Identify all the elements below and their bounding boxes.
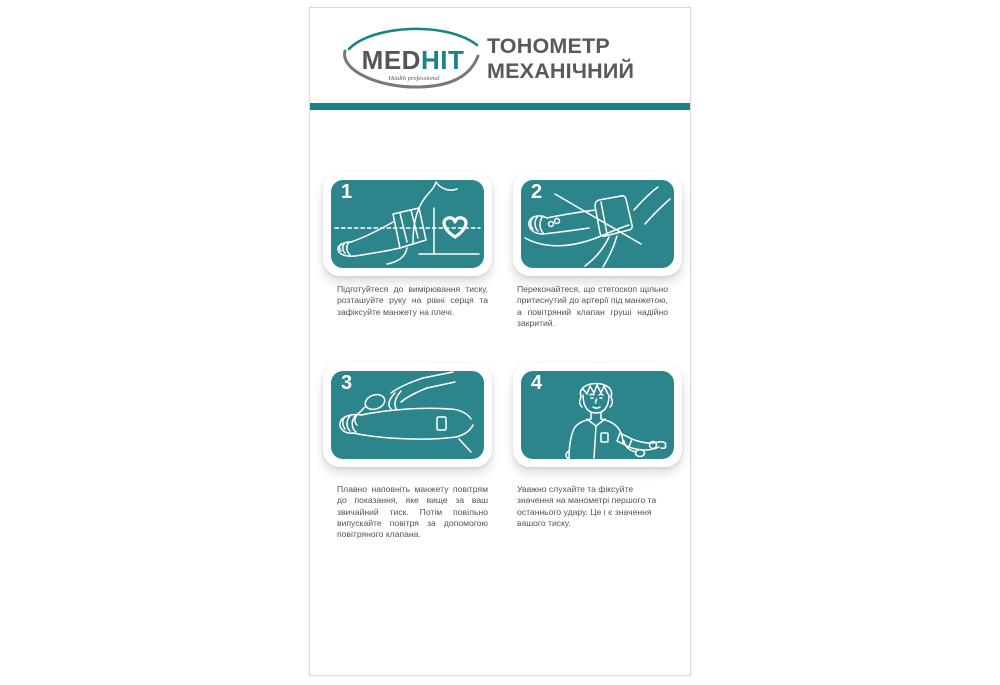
logo-hit-text: HIT — [420, 45, 465, 75]
step-1-number: 1 — [341, 181, 353, 203]
logo-med-text: MED — [361, 45, 421, 75]
step-3-caption: Плавно наповніть манжету повітрям до показання, яке вище за ваш звичайний тиск. Потім повільно випускайте повітря за допомогою повітряного клапана. — [337, 484, 488, 540]
step-4-card-panel — [521, 371, 674, 459]
brand-logo — [336, 24, 488, 98]
step-4-caption: Уважно слухайте та фіксуйте значення на манометрі першого та останнього удару. Це і є значення вашого тиску. — [517, 484, 657, 529]
step-4-card — [513, 363, 682, 467]
step-3-card — [323, 363, 492, 467]
logo-tagline: Health professional — [388, 75, 440, 82]
page-title: ТОНОМЕТР МЕХАНІЧНИЙ — [487, 34, 635, 84]
step-2-card-panel — [521, 180, 674, 268]
teal-divider — [310, 103, 690, 110]
step-3-card-panel — [331, 371, 484, 459]
svg-text:MEDHIT — [362, 45, 465, 75]
step-1-caption: Підготуйтеся до вимірювання тиску, розташуйте руку на рівні серця та зафіксуйте манжету на плечі. — [337, 284, 488, 317]
step-4-number: 4 — [531, 372, 543, 394]
stethoscope-under-cuff-icon — [521, 180, 674, 268]
medhit-logo-icon — [336, 24, 488, 98]
step-2-number: 2 — [531, 181, 543, 203]
step-3-number: 3 — [341, 372, 353, 394]
leaflet-page — [309, 7, 691, 676]
step-1-card-panel — [331, 180, 484, 268]
arm-cuff-at-heart-level-icon — [331, 180, 484, 268]
step-2-card — [513, 172, 682, 276]
step-1-card — [323, 172, 492, 276]
person-listening-and-recording-icon — [521, 371, 674, 459]
step-2-caption: Переконайтеся, що стетоскоп щільно притиснутий до артерії під манжетою, а повітряний клапан груші надійно закритий. — [517, 284, 668, 329]
hand-squeezing-inflation-bulb-icon — [331, 371, 484, 459]
